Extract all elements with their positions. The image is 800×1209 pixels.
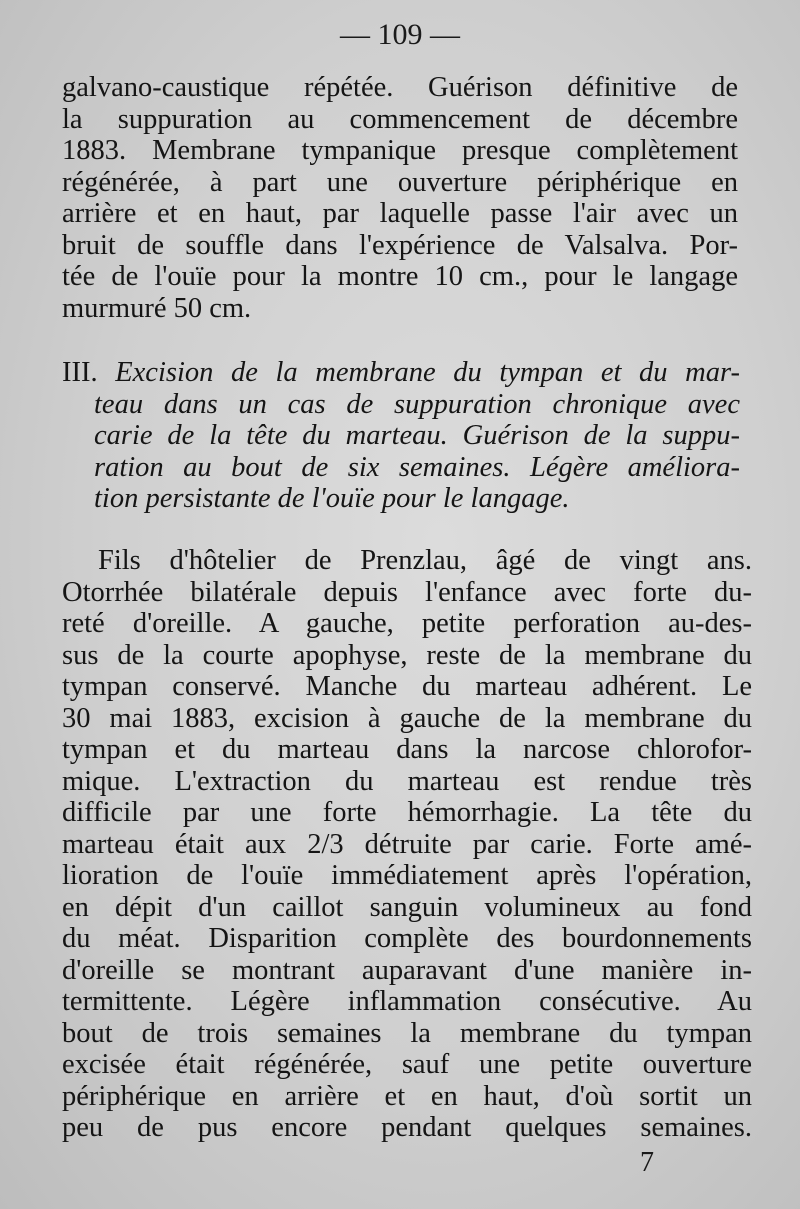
- text-line: lioration de l'ouïe immédiatement après l'opération,: [62, 860, 752, 891]
- text-line: tée de l'ouïe pour la montre 10 cm., pour le langage: [62, 261, 738, 292]
- case-heading-first-line: [62, 357, 740, 389]
- continuation-paragraph: [62, 72, 738, 324]
- case-numeral: III.: [62, 357, 98, 388]
- text-line: peu de pus encore pendant quelques semaines.: [62, 1112, 752, 1143]
- text-line: 1883. Membrane tympanique presque complètement: [62, 135, 738, 166]
- text-line: mique. L'extraction du marteau est rendue très: [62, 765, 752, 797]
- text-line: régénérée, à part une ouverture périphérique en: [62, 166, 738, 198]
- text-line: tympan et du marteau dans la narcose chlorofor-: [62, 734, 752, 765]
- text-line: bruit de souffle dans l'expérience de Valsalva. Por-: [62, 229, 738, 261]
- text-line: la suppuration au commencement de décembre: [62, 103, 738, 135]
- case-description-paragraph: [62, 545, 752, 1144]
- case-heading-text: teau dans un cas de suppuration chronique avec: [94, 388, 740, 420]
- case-heading-text: Excision de la membrane du tympan et du mar-: [115, 357, 740, 388]
- text-line: excisée était régénérée, sauf une petite ouverture: [62, 1049, 752, 1080]
- case-heading-text: ration au bout de six semaines. Légère améliora-: [94, 451, 740, 483]
- case-heading: [62, 357, 740, 515]
- text-line: tympan conservé. Manche du marteau adhérent. Le: [62, 671, 752, 702]
- text-line: murmuré 50 cm.: [62, 292, 252, 324]
- text-line: galvano-caustique répétée. Guérison définitive de: [62, 72, 738, 103]
- text-line: d'oreille se montrant auparavant d'une manière in-: [62, 954, 752, 986]
- text-line: bout de trois semaines la membrane du tympan: [62, 1017, 752, 1049]
- text-line: termittente. Légère inflammation consécutive. Au: [62, 986, 752, 1017]
- text-line: sus de la courte apophyse, reste de la membrane du: [62, 639, 752, 671]
- page-number: — 109 —: [340, 18, 460, 51]
- text-line: en dépit d'un caillot sanguin volumineux au fond: [62, 891, 752, 923]
- text-line: périphérique en arrière et en haut, d'où sortit un: [62, 1080, 752, 1112]
- text-line: difficile par une forte hémorrhagie. La tête du: [62, 797, 752, 828]
- text-line: Otorrhée bilatérale depuis l'enfance avec forte du-: [62, 576, 752, 608]
- case-heading-text: carie de la tête du marteau. Guérison de la suppu-: [94, 420, 740, 451]
- text-line: arrière et en haut, par laquelle passe l'air avec un: [62, 198, 738, 229]
- signature-mark: 7: [640, 1147, 654, 1178]
- text-line: 30 mai 1883, excision à gauche de la membrane du: [62, 702, 752, 734]
- text-line: Fils d'hôtelier de Prenzlau, âgé de vingt ans.: [98, 545, 752, 576]
- text-line: du méat. Disparition complète des bourdonnements: [62, 923, 752, 954]
- case-heading-text: tion persistante de l'ouïe pour le langage.: [94, 483, 570, 514]
- text-line: reté d'oreille. A gauche, petite perforation au-des-: [62, 608, 752, 639]
- text-line: marteau était aux 2/3 détruite par carie. Forte amé-: [62, 828, 752, 860]
